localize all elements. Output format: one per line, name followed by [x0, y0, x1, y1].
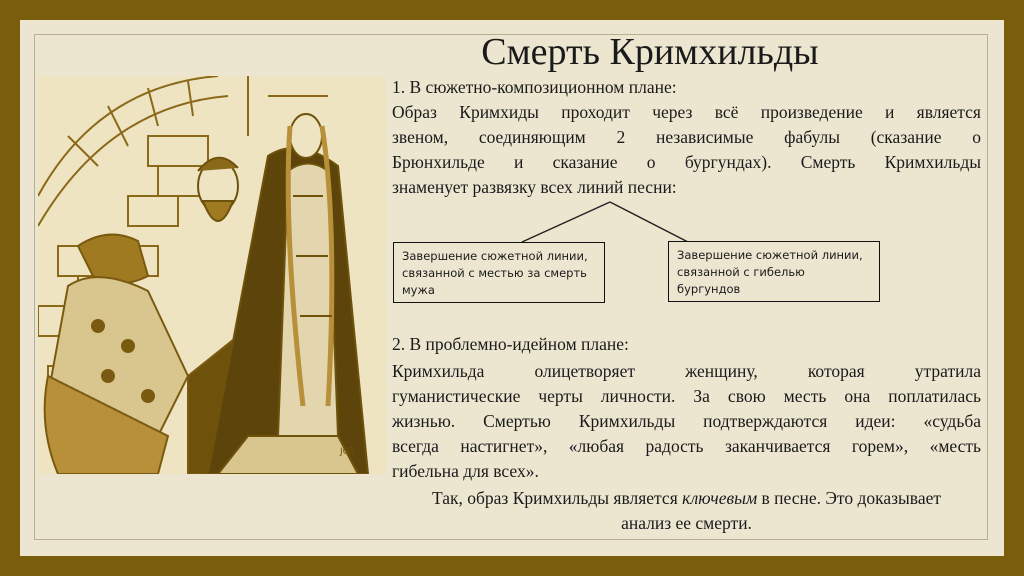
svg-text:JGT: JGT [340, 447, 355, 457]
branch-arrows [500, 200, 700, 244]
section2-line4: всегда настигнет», «любая радость заканчивается горем», «месть [392, 436, 981, 456]
conclusion-line1 [392, 486, 981, 511]
branch-line-right [610, 202, 688, 242]
section2-line3: жизнью. Смертью Кримхильды подтверждаются идеи: «судьба [392, 411, 981, 431]
outcome-box-revenge: Завершение сюжетной линии, связанной с местью за смерть мужа [393, 242, 605, 303]
section2-heading: 2. В проблемно-идейном плане: [392, 334, 629, 354]
section2-line2: гуманистические черты личности. За свою месть она поплатилась [392, 386, 981, 406]
branch-line-left [522, 202, 610, 242]
section1-line2: звеном, соединяющим 2 независимые фабулы (сказание о [392, 127, 981, 147]
illustration-drawing [38, 76, 386, 474]
section1-heading: 1. В сюжетно-композиционном плане: [392, 77, 677, 97]
slide [20, 20, 1004, 556]
kriemhild-illustration [38, 76, 386, 474]
conclusion-before: Так, образ Кримхильды является [431, 488, 683, 508]
section2-line5: гибельна для всех». [392, 461, 539, 481]
conclusion-line2: анализ ее смерти. [621, 513, 752, 533]
section2-line1: Кримхильда олицетворяет женщину, которая утратила [392, 361, 981, 381]
section1-line3: Брюнхильде и сказание о бургундах). Смерть Кримхильды [392, 152, 981, 172]
conclusion-after: в песне. Это доказывает [757, 488, 942, 508]
conclusion-emphasis: ключевым [682, 488, 758, 508]
section1-line4: знаменует развязку всех линий песни: [392, 177, 677, 197]
outcome-box-burgundians: Завершение сюжетной линии, связанной с гибелью бургундов [668, 241, 880, 302]
slide-title: Смерть Кримхильды [481, 31, 819, 73]
section1-line1: Образ Кримхиды проходит через всё произведение и является [392, 102, 981, 122]
